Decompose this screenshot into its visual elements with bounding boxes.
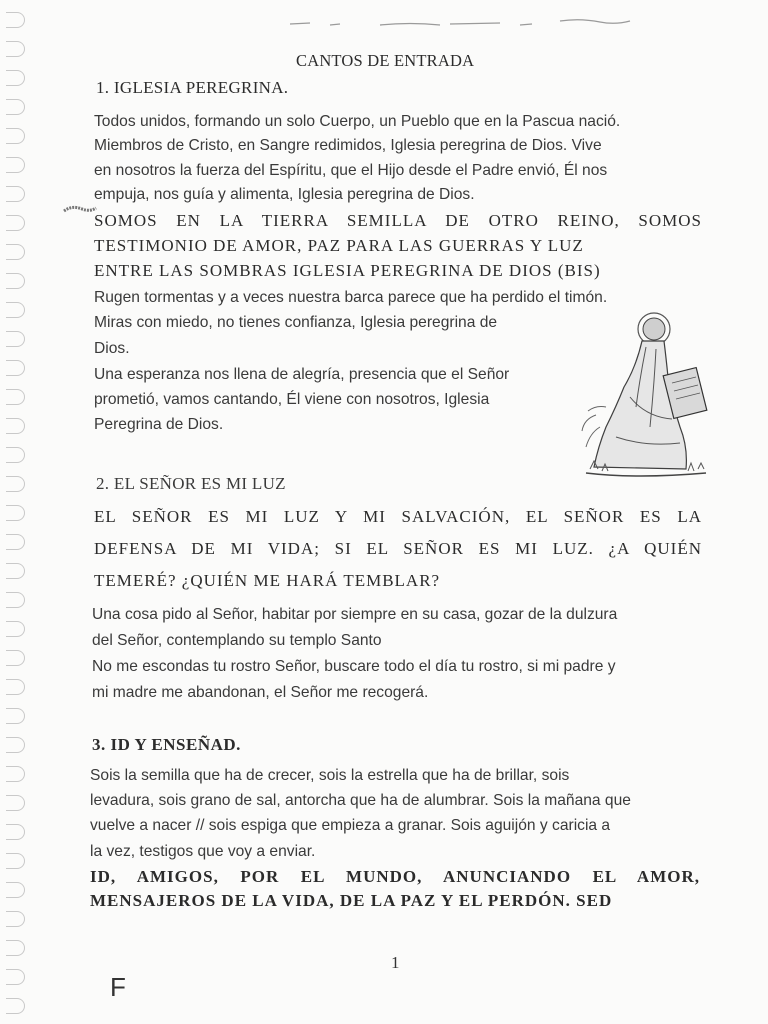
song-heading: 3. ID Y ENSEÑAD. [92,735,241,754]
chorus-line: TESTIMONIO DE AMOR, PAZ PARA LAS GUERRAS Y LUZ [94,236,584,255]
ink-smudge [62,202,98,218]
verse-line: Rugen tormentas y a veces nuestra barca parece que ha perdido el timón. [94,289,608,306]
verse-line: prometió, vamos cantando, Él viene con nosotros, Iglesia [94,391,490,408]
verse-line: del Señor, contemplando su templo Santo [92,632,382,649]
verse-line: No me escondas tu rostro Señor, buscare todo el día tu rostro, si mi padre y [92,658,616,675]
saint-writing-image [576,307,716,482]
song-heading: 1. IGLESIA PEREGRINA. [96,78,289,97]
verse-line: Una esperanza nos llena de alegría, presencia que el Señor [94,366,510,383]
chorus-line: MENSAJEROS DE LA VIDA, DE LA PAZ Y EL PERDÓN. SED [90,891,613,910]
song-heading: 2. EL SEÑOR ES MI LUZ [96,474,286,493]
verse-line: Sois la semilla que ha de crecer, sois la estrella que ha de brillar, sois [90,767,570,784]
chorus-line: TEMERÉ? ¿QUIÉN ME HARÁ TEMBLAR? [94,571,441,590]
chorus-line: DEFENSA DE MI VIDA; SI EL SEÑOR ES MI LUZ. ¿A QUIÉN [94,539,702,558]
verse-line: vuelve a nacer // sois espiga que empieza a granar. Sois aguijón y caricia a [90,817,611,834]
page-title: CANTOS DE ENTRADA [296,51,475,70]
page-number: 1 [391,953,400,972]
verse-line: la vez, testigos que voy a enviar. [90,843,316,860]
verse-line: Dios. [94,340,130,357]
chorus-line: EL SEÑOR ES MI LUZ Y MI SALVACIÓN, EL SEÑOR ES LA [94,507,702,526]
handwritten-mark: F [110,972,126,1002]
chorus-line: ENTRE LAS SOMBRAS IGLESIA PEREGRINA DE DIOS (BIS) [94,261,601,280]
verse-line: Todos unidos, formando un solo Cuerpo, un Pueblo que en la Pascua nació. [94,113,621,130]
verse-line: Una cosa pido al Señor, habitar por siempre en su casa, gozar de la dulzura [92,606,618,623]
verse-line: empuja, nos guía y alimenta, Iglesia peregrina de Dios. [94,186,475,203]
verse-line: Miembros de Cristo, en Sangre redimidos, Iglesia peregrina de Dios. Vive [94,137,602,154]
verse-line: levadura, sois grano de sal, antorcha que ha de alumbrar. Sois la mañana que [90,792,631,809]
chorus-line: SOMOS EN LA TIERRA SEMILLA DE OTRO REINO, SOMOS [94,211,702,230]
verse-line: Miras con miedo, no tienes confianza, Iglesia peregrina de [94,314,498,331]
chorus-line: ID, AMIGOS, POR EL MUNDO, ANUNCIANDO EL AMOR, [90,867,700,886]
verse-line: Peregrina de Dios. [94,416,224,433]
verse-line: mi madre me abandonan, el Señor me recogerá. [92,684,429,701]
verse-line: en nosotros la fuerza del Espíritu, que el Hijo desde el Padre envió, Él nos [94,162,608,179]
